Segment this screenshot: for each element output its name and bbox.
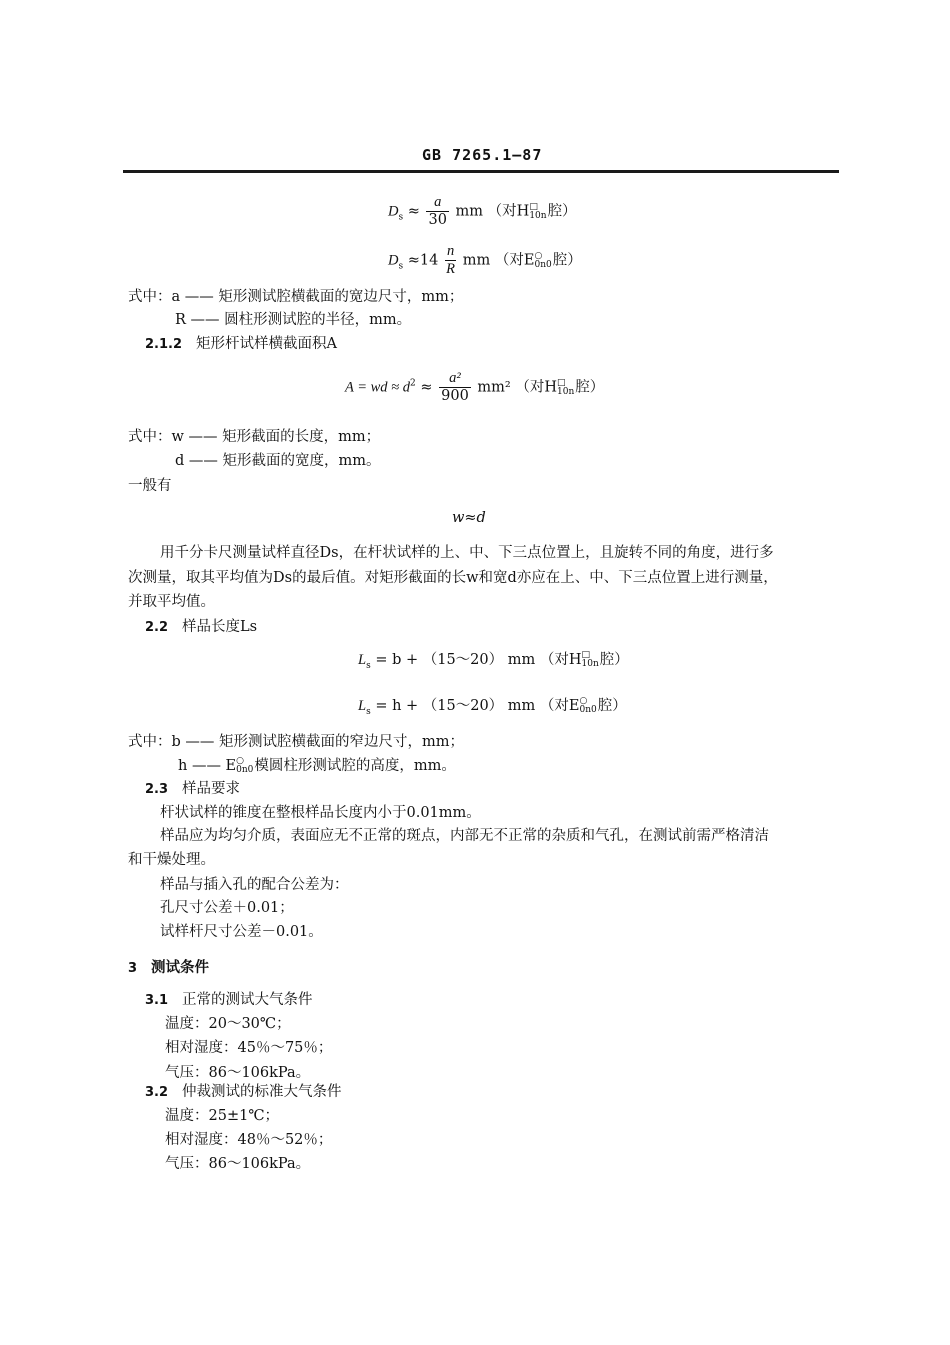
section-2-3-heading [145, 780, 240, 799]
formula-ds-cylindrical [388, 243, 582, 278]
section-2-2-heading [145, 618, 257, 637]
cavity-label: （对H [539, 652, 582, 668]
requirement-line: 和干燥处理。 [128, 852, 215, 868]
paragraph-line: 并取平均值。 [128, 594, 215, 610]
cavity-label-end: 腔） [597, 698, 627, 714]
formula-relation: ≈ [407, 203, 420, 220]
mode-index: 0n0 [579, 705, 597, 715]
mode-mark: □ [529, 201, 538, 212]
header-rule [123, 170, 839, 173]
mode-index: 10n [529, 210, 547, 221]
formula-symbol: D [388, 203, 399, 220]
mode-mark: □ [581, 650, 591, 660]
document-header: GB 7265.1—87 [422, 146, 543, 164]
formula-area [345, 370, 604, 405]
formula-subscript: s [398, 261, 404, 272]
requirement-line: 试样杆尺寸公差－0.01。 [160, 924, 323, 940]
section-number: 2.1.2 [145, 337, 183, 352]
mode-mark: ○ [534, 250, 543, 261]
mode-index: 0n0 [236, 765, 254, 775]
formula-lhs: A = wd ≈ d [345, 379, 411, 396]
requirement-line: 杆状试样的锥度在整根样品长度内小于0.01mm。 [160, 805, 481, 821]
mode-mark: □ [557, 377, 566, 388]
cavity-label-end: 腔） [547, 203, 577, 220]
formula-w-approx-d: w≈d [452, 510, 486, 526]
section-number: 2.2 [145, 620, 169, 635]
section-3-2-heading [145, 1083, 342, 1102]
cavity-label: （对E [539, 698, 580, 714]
where-a: 式中：a —— 矩形测试腔横截面的宽边尺寸，mm； [128, 289, 464, 305]
where-R: R —— 圆柱形测试腔的半径，mm。 [175, 312, 412, 328]
mode-index: 10n [557, 386, 575, 397]
numerator: n [446, 243, 455, 259]
where-b: 式中：b —— 矩形测试腔横截面的窄边尺寸，mm； [128, 734, 464, 750]
section-title: 矩形杆试样横截面积A [196, 336, 337, 352]
formula-ls-rectangular [358, 651, 629, 675]
fraction [445, 243, 456, 278]
condition-pressure: 气压：86～106kPa。 [165, 1065, 311, 1081]
cavity-label: （对H [487, 203, 530, 220]
formula-ds-rectangular [388, 194, 577, 229]
condition-temperature: 温度：20～30℃； [165, 1016, 291, 1032]
formula-rhs: = b + （15～20） mm [375, 652, 536, 668]
where-w: 式中：w —— 矩形截面的长度，mm； [128, 429, 381, 445]
formula-relation: ≈ [420, 379, 433, 396]
cavity-label-end: 腔） [552, 252, 582, 269]
fraction [426, 194, 448, 229]
section-number: 3.2 [145, 1085, 169, 1100]
formula-symbol: L [358, 698, 367, 714]
section-3-heading [128, 959, 209, 978]
mode-mark: ○ [579, 696, 588, 706]
section-number: 3 [128, 961, 138, 976]
denominator: 900 [441, 388, 469, 404]
section-number: 3.1 [145, 993, 169, 1008]
where-h-suffix: 模圆柱形测试腔的高度，mm。 [254, 758, 456, 774]
section-title: 仲裁测试的标准大气条件 [182, 1084, 342, 1100]
section-2-1-2-heading [145, 335, 337, 354]
section-title: 测试条件 [151, 959, 210, 976]
condition-temperature: 温度：25±1℃； [165, 1108, 280, 1124]
section-title: 样品要求 [182, 781, 241, 797]
unit: mm [455, 203, 484, 220]
where-d: d —— 矩形截面的宽度，mm。 [175, 453, 381, 469]
section-number: 2.3 [145, 782, 169, 797]
paragraph-line: 次测量，取其平均值为Ds的最后值。对矩形截面的长w和宽d亦应在上、中、下三点位置上进行测量， [128, 570, 778, 586]
paragraph-line: 用千分卡尺测量试样直径Ds，在杆状试样的上、中、下三点位置上，且旋转不同的角度，进行多 [160, 545, 774, 561]
formula-symbol: D [388, 252, 399, 269]
unit: mm² [477, 379, 511, 396]
cavity-label-end: 腔） [599, 652, 629, 668]
formula-relation: ≈14 [407, 252, 439, 269]
fraction [439, 370, 471, 405]
cavity-label-end: 腔） [575, 379, 605, 396]
requirement-line: 孔尺寸公差＋0.01； [160, 900, 294, 916]
denominator: 30 [428, 212, 447, 228]
formula-rhs: = h + （15～20） mm [375, 698, 536, 714]
mode-mark: ○ [236, 756, 245, 766]
cavity-label: （对H [515, 379, 557, 396]
formula-subscript: s [366, 706, 371, 717]
formula-subscript: s [398, 212, 404, 223]
condition-humidity: 相对湿度：48％～52％； [165, 1132, 333, 1148]
where-h-prefix: h —— E [178, 758, 237, 774]
where-h [178, 757, 456, 775]
generally-text: 一般有 [128, 478, 172, 494]
formula-ls-cylindrical [358, 697, 627, 721]
cavity-label: （对E [494, 252, 535, 269]
mode-index: 10n [581, 659, 599, 669]
section-title: 样品长度Ls [182, 619, 258, 635]
denominator: R [446, 261, 455, 277]
unit: mm [462, 252, 491, 269]
condition-humidity: 相对湿度：45％～75％； [165, 1040, 333, 1056]
numerator: a² [449, 370, 461, 386]
formula-symbol: L [358, 652, 367, 668]
exponent: 2 [410, 378, 416, 389]
numerator: a [434, 194, 442, 210]
section-3-1-heading [145, 991, 313, 1010]
requirement-line: 样品与插入孔的配合公差为： [160, 877, 349, 893]
mode-index: 0n0 [534, 259, 552, 270]
requirement-line: 样品应为均匀介质，表面应无不正常的斑点，内部无不正常的杂质和气孔，在测试前需严格清洁 [160, 828, 769, 844]
section-title: 正常的测试大气条件 [182, 992, 313, 1008]
condition-pressure: 气压：86～106kPa。 [165, 1156, 311, 1172]
formula-subscript: s [366, 660, 371, 671]
